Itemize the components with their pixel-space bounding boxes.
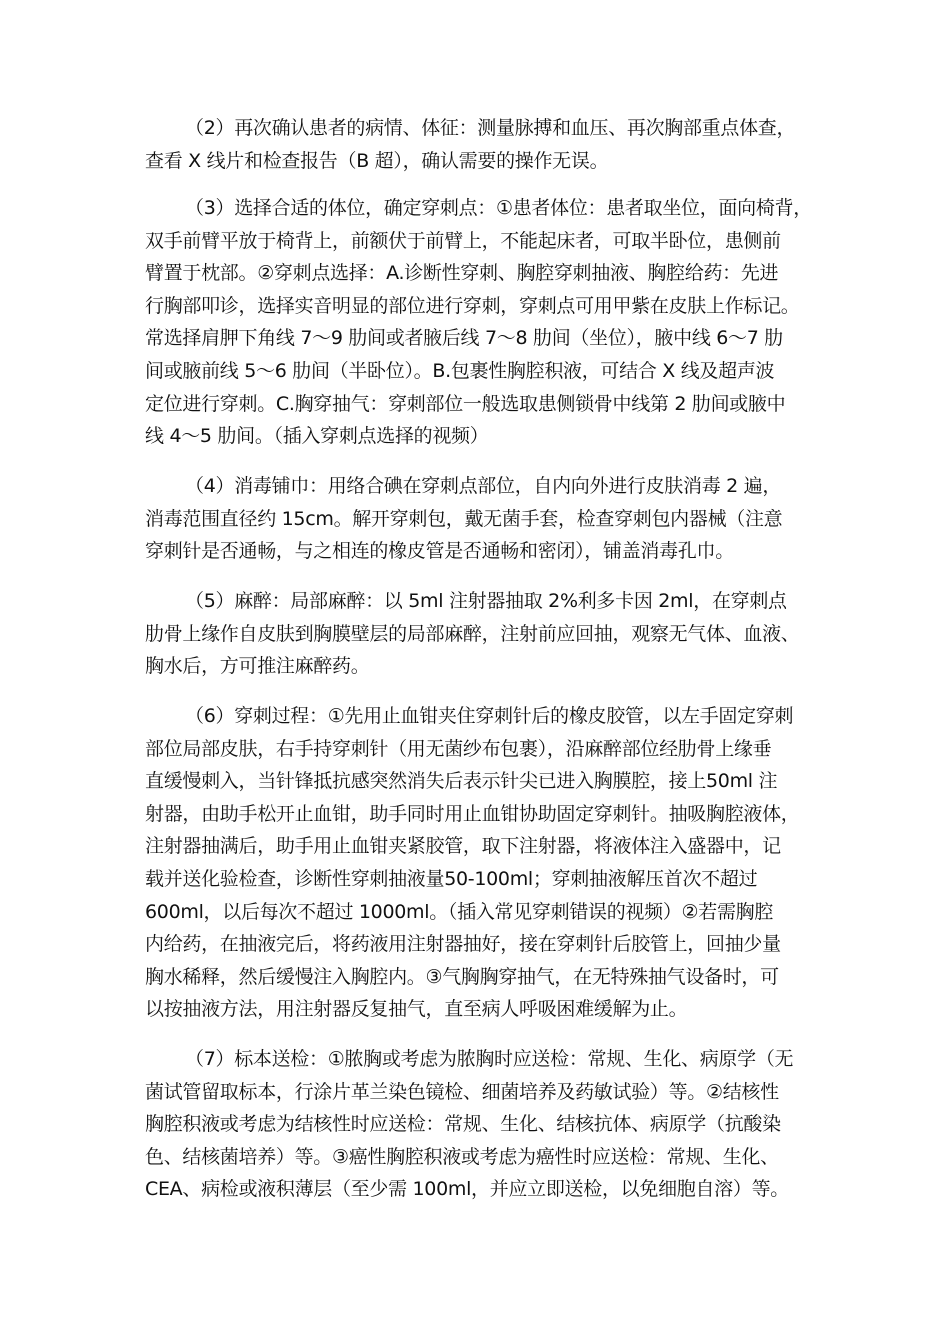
text-line: 直缓慢刺入，当针锋抵抗感突然消失后表示针尖已进入胸膜腔，接上50ml 注 [145,770,778,793]
text-line: 菌试管留取标本，行涂片革兰染色镜检、细菌培养及药敏试验）等。②结核性 [145,1080,779,1103]
paragraph-step-4 [145,470,835,568]
text-line: CEA、病检或液积薄层（至少需 100ml，并应立即送检，以免细胞自溶）等。 [145,1178,789,1201]
text-line: 线 4～5 肋间。（插入穿刺点选择的视频） [145,425,489,448]
text-line: 穿刺针是否通畅，与之相连的橡皮管是否通畅和密闭），铺盖消毒孔巾。 [145,540,734,563]
paragraph-step-3 [145,192,835,453]
text-line: （3）选择合适的体位，确定穿刺点：①患者体位：患者取坐位，面向椅背， [185,197,812,219]
text-line: 胸水稀释，然后缓慢注入胸腔内。③气胸胸穿抽气，在无特殊抽气设备时，可 [145,965,779,988]
text-line: （5）麻醉：局部麻醉：以 5ml 注射器抽取 2%利多卡因 2ml，在穿刺点 [185,590,787,612]
text-line: 常选择肩胛下角线 7～9 肋间或者腋后线 7～8 肋间（坐位），腋中线 6～7 肋 [145,327,783,350]
text-line: 内给药，在抽液完后，将药液用注射器抽好，接在穿刺针后胶管上，回抽少量 [145,933,781,956]
text-line: （7）标本送检：①脓胸或考虑为脓胸时应送检：常规、生化、病原学（无 [185,1048,794,1070]
text-line: 间或腋前线 5～6 肋间（半卧位）。B.包裹性胸腔积液，可结合 X 线及超声波 [145,359,775,382]
text-line: （4）消毒铺巾：用络合碘在穿刺点部位，自内向外进行皮肤消毒 2 遍， [185,475,782,497]
text-line: （2）再次确认患者的病情、体征：测量脉搏和血压、再次胸部重点体查， [185,117,796,139]
text-line: 定位进行穿刺。C.胸穿抽气：穿刺部位一般选取患侧锁骨中线第 2 肋间或腋中 [145,392,786,415]
paragraph-step-5 [145,585,835,683]
paragraph-step-2 [145,112,835,177]
paragraph-step-6 [145,700,835,1026]
text-line: 胸水后，方可推注麻醉药。 [145,655,370,678]
text-line: 消毒范围直径约 15cm。解开穿刺包，戴无菌手套，检查穿刺包内器械（注意 [145,507,783,530]
text-line: 臂置于枕部。②穿刺点选择：A.诊断性穿刺、胸腔穿刺抽液、胸腔给药：先进 [145,262,779,285]
text-line: 注射器抽满后，助手用止血钳夹紧胶管，取下注射器，将液体注入盛器中，记 [145,835,781,858]
text-line: 肋骨上缘作自皮肤到胸膜壁层的局部麻醉，注射前应回抽，观察无气体、血液、 [145,622,800,645]
text-line: 查看 X 线片和检查报告（B 超），确认需要的操作无误。 [145,149,609,172]
text-line: 双手前臂平放于椅背上，前额伏于前臂上，不能起床者，可取半卧位，患侧前 [145,229,781,252]
text-line: 600ml，以后每次不超过 1000ml。（插入常见穿刺错误的视频）②若需胸腔 [145,900,774,923]
text-line: 色、结核菌培养）等。③癌性胸腔积液或考虑为癌性时应送检：常规、生化、 [145,1145,779,1168]
paragraph-step-7 [145,1043,835,1206]
text-line: 射器，由助手松开止血钳，助手同时用止血钳协助固定穿刺针。抽吸胸腔液体， [145,802,800,825]
text-line: 以按抽液方法，用注射器反复抽气，直至病人呼吸困难缓解为止。 [145,998,688,1021]
text-line: （6）穿刺过程：①先用止血钳夹住穿刺针后的橡皮胶管，以左手固定穿刺 [185,705,794,727]
text-line: 胸腔积液或考虑为结核性时应送检：常规、生化、结核抗体、病原学（抗酸染 [145,1113,781,1136]
text-line: 载并送化验检查，诊断性穿刺抽液量50-100ml；穿刺抽液解压首次不超过 [145,867,758,890]
text-line: 行胸部叩诊，选择实音明显的部位进行穿刺，穿刺点可用甲紫在皮肤上作标记。 [145,294,800,317]
text-line: 部位局部皮肤，右手持穿刺针（用无菌纱布包裹），沿麻醉部位经肋骨上缘垂 [145,737,772,760]
